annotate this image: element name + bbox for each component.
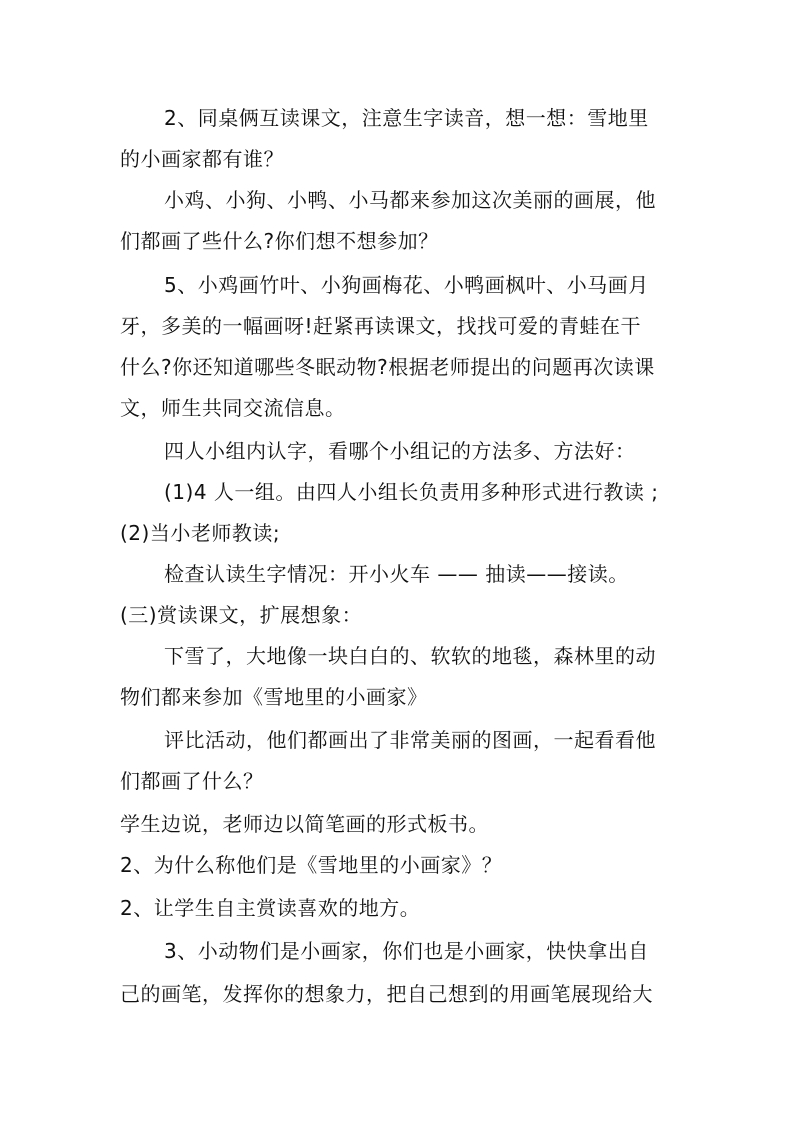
text-line: 2、同桌俩互读课文，注意生字读音，想一想：雪地里 bbox=[164, 106, 649, 130]
text-line: (2)当小老师教读; bbox=[120, 521, 281, 545]
text-line: (1)4 人一组。由四人小组长负责用多种形式进行教读 ; bbox=[164, 480, 659, 504]
text-line: 的小画家都有谁？ bbox=[120, 147, 284, 171]
text-line: 物们都来参加《雪地里的小画家》 bbox=[120, 685, 428, 709]
text-line: 下雪了，大地像一块白白的、软软的地毯，森林里的动 bbox=[164, 644, 656, 668]
text-line: 四人小组内认字，看哪个小组记的方法多、方法好： bbox=[164, 439, 636, 463]
text-line: 学生边说，老师边以简笔画的形式板书。 bbox=[120, 812, 489, 836]
text-line: 3、小动物们是小画家，你们也是小画家，快快拿出自 bbox=[164, 939, 649, 963]
text-line: 们都画了什么？ bbox=[120, 769, 264, 793]
text-line: 5、小鸡画竹叶、小狗画梅花、小鸭画枫叶、小马画月 bbox=[164, 273, 649, 297]
text-line: 2、为什么称他们是《雪地里的小画家》？ bbox=[120, 853, 503, 877]
text-line: 们都画了些什么?你们想不想参加？ bbox=[120, 229, 439, 253]
text-line: 牙，多美的一幅画呀!赶紧再读课文，找找可爱的青蛙在干 bbox=[120, 314, 642, 338]
text-line: 评比活动，他们都画出了非常美丽的图画，一起看看他 bbox=[164, 728, 656, 752]
text-line: 2、让学生自主赏读喜欢的地方。 bbox=[120, 896, 421, 920]
text-line: 检查认读生字情况：开小火车 —— 抽读——接读。 bbox=[164, 562, 629, 586]
text-line: (三)赏读课文，扩展想象： bbox=[120, 603, 363, 627]
text-line: 什么?你还知道哪些冬眠动物?根据老师提出的问题再次读课 bbox=[120, 355, 655, 379]
text-line: 小鸡、小狗、小鸭、小马都来参加这次美丽的画展，他 bbox=[164, 188, 656, 212]
text-line: 文，师生共同交流信息。 bbox=[120, 396, 346, 420]
text-line: 己的画笔，发挥你的想象力，把自己想到的用画笔展现给大 bbox=[120, 982, 653, 1006]
